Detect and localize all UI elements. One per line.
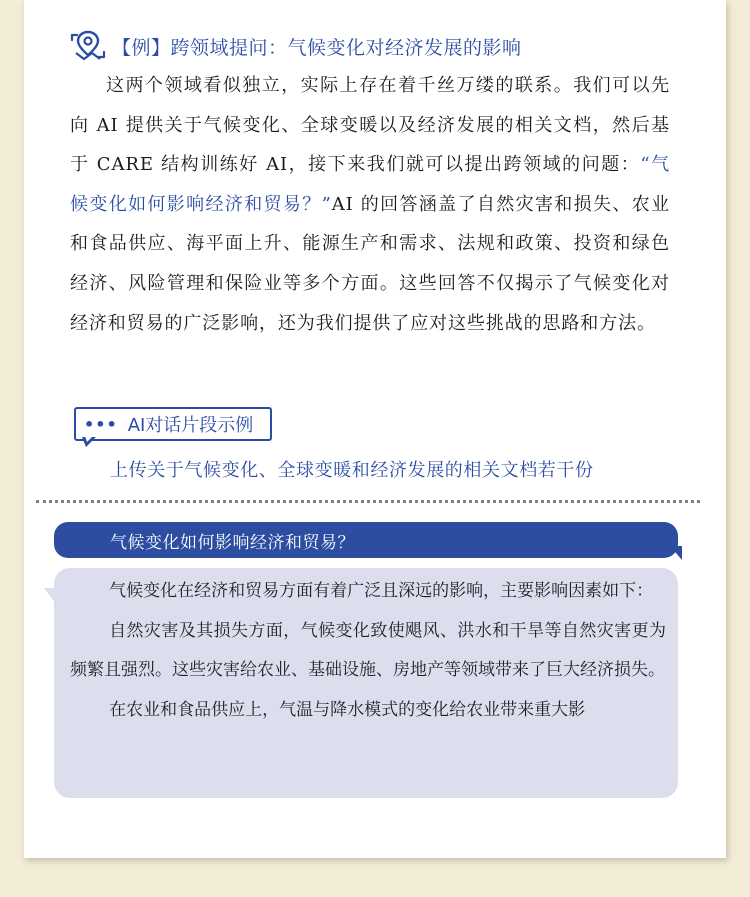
question-bubble-tail (670, 546, 682, 560)
answer-bubble (54, 568, 678, 798)
answer-paragraph: 自然灾害及其损失方面，气候变化致使飓风、洪水和干旱等自然灾害更为频繁且强烈。这些灾害给农业、基础设施、房地产等领域带来了巨大经济损失。 (70, 620, 666, 680)
dialog-example-label: AI对话片段示例 (127, 415, 254, 436)
question-bubble (54, 522, 678, 558)
upload-note: 上传关于气候变化、全球变暖和经济发展的相关文档若干份 (110, 460, 594, 481)
tag-pointer-inner (85, 436, 93, 442)
answer-paragraph: 在农业和食品供应上，气温与降水模式的变化给农业带来重大影 (109, 699, 586, 720)
dotted-divider (36, 500, 700, 503)
chat-dots-icon: ••• (84, 414, 118, 434)
example-title: 【例】跨领域提问：气候变化对经济发展的影响 (112, 36, 522, 59)
body-paragraph (70, 66, 670, 343)
answer-paragraph: 气候变化在经济和贸易方面有着广泛且深远的影响，主要影响因素如下： (109, 581, 654, 601)
dialog-example-tag (74, 407, 272, 441)
body-text-after-quote: AI 的回答涵盖了自然灾害和损失、农业和食品供应、海平面上升、能源生产和需求、法规和政策、投资和绿色经济、风险管理和保险业等多个方面。这些回答不仅揭示了气候变化对经济和贸易的广泛影响，还为我们提供了应对这些挑战的思路和方法。 (70, 193, 670, 334)
location-pin-icon (70, 29, 106, 63)
body-text-before-quote: 这两个领域看似独立，实际上存在着千丝万缕的联系。我们可以先向 AI 提供关于气候变化、全球变暖以及经济发展的相关文档，然后基于 CARE 结构训练好 AI，接下来我们就可以提出跨领域的问题： (70, 75, 670, 176)
answer-text (54, 568, 678, 730)
highlighted-question: “气候变化如何影响经济和贸易？” (70, 154, 670, 215)
question-text: 气候变化如何影响经济和贸易？ (110, 532, 355, 553)
example-heading (70, 30, 522, 62)
